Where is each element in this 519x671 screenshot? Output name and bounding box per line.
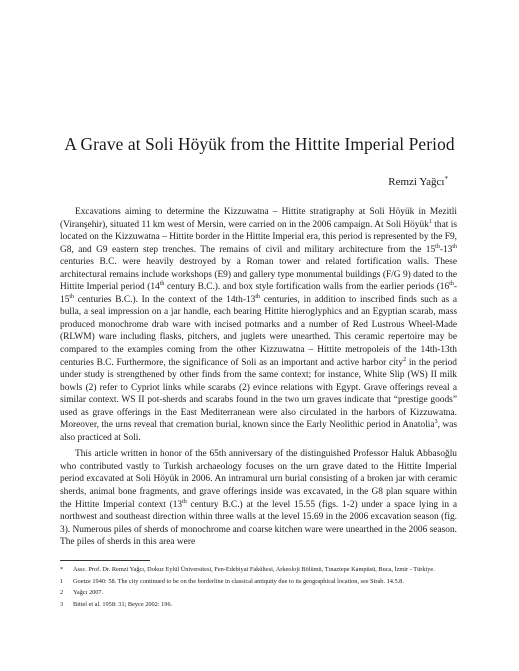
text-run: Excavations aiming to determine the Kizzuwatna – Hittite stratigraphy at Soli Höyük in Mezitli (Viranşehir), situated 11 km west of Mersin, were carried on in the 2006 campaign. At Soli Höyük — [60, 207, 457, 230]
superscript: th — [182, 498, 187, 505]
footnote — [60, 589, 457, 598]
footnote-mark: * — [60, 566, 64, 573]
footnotes — [60, 566, 457, 612]
author-name-text: Remzi Yağcı — [388, 176, 445, 188]
paper-title: A Grave at Soli Höyük from the Hittite Imperial Period — [64, 134, 455, 154]
superscript: 1 — [428, 218, 432, 225]
text-run: , was also practiced at Soli. — [60, 420, 457, 443]
superscript: 3 — [434, 419, 438, 426]
footnote-text: Yağcı 2007. — [73, 589, 104, 597]
author-name — [388, 175, 448, 189]
text-run: centuries B.C. were heavily destroyed by a Roman tower and related fortification walls. These architectural remains include workshops (E9) and gallery type monumental buildings (F/G 9) dated to the Hittite Imperial period (14 — [60, 257, 457, 293]
footnote-mark: 3 — [60, 600, 64, 608]
superscript: th — [435, 243, 440, 250]
text-run: century B.C.) at the level 15.55 (figs. 1-2) under a space lying in a northwest and southeast direction within three walls at the level 15.69 in the 2006 excavation season (fig. 3). Numerous piles of sherds of monochrome and coarse kitchen ware were unearthed in the 2006 season. The piles of sherds in this area were — [60, 499, 457, 548]
text-run: centuries B.C.). In the context of the 14th-13 — [74, 294, 256, 305]
footnote-mark: 2 — [60, 589, 64, 597]
footnote-text: Bittel et al. 1958: 31; Beyce 2002: 196. — [73, 600, 173, 608]
footnote — [60, 578, 457, 587]
footnote-text: Goetze 1940: 58. The city continued to be on the borderline in classical antiquity due to its geographical location, see Strab. 14.5.8. — [73, 577, 404, 585]
superscript: th — [452, 243, 457, 250]
body-paragraph — [60, 448, 457, 548]
footnote-text: Assc. Prof. Dr. Remzi Yağcı, Dokuz Eylül Üniversitesi, Fen-Edebiyat Fakültesi, Arkeoloji Bölümü, Tınaztepe Kampüsü, Buca, İzmir - Türkiye. — [73, 566, 435, 573]
body-text — [60, 206, 457, 553]
author-footnote-mark: * — [444, 175, 448, 183]
footnote — [60, 566, 457, 575]
superscript: th — [449, 281, 454, 288]
superscript: th — [159, 281, 165, 288]
superscript: th — [69, 293, 75, 300]
text-run: -13 — [439, 244, 453, 255]
text-run: that is located on the Kizzuwatna – Hittite border in the Hittite Imperial era, this period is represented by the F9, G8, and G9 eastern step trenches. The remains of civil and military architecture from the 15 — [60, 219, 457, 255]
superscript: th — [255, 293, 261, 300]
footnote-divider — [60, 560, 150, 561]
text-run: This article written in honor of the 65th anniversary of the distinguished Professor Haluk Abbasoğlu who contributed vastly to Turkish archaeology focuses on the urn grave dated to the Hittite Imperial period excavated at Soli Höyük in 2006. An intramural urn burial consisting of a broken jar with ceramic sherds, animal bone fragments, and grave offerings inside was excavated, in the G8 plan square within the Hittite Imperial context (13 — [60, 449, 457, 510]
superscript: 2 — [403, 356, 407, 363]
footnote-mark: 1 — [60, 577, 64, 585]
body-paragraph — [60, 206, 457, 444]
text-run: -15 — [60, 282, 457, 305]
text-run: in the period under study is strengthened by other finds from the same context; for instance, White Slip (WS) II milk bowls (2) refer to Cypriot links while scarabs (2) evince relations with Egypt. Grave offerings reveal a similar context. WS II pot-sherds and scarabs found in the two urn graves indicate that “prestige goods” used as grave offerings in the East Mediterranean were also circulated in the harbors of Kizzuwatna. Moreover, the urns reveal that cremation burial, known since the Early Neolithic period in Anatolia — [60, 357, 457, 431]
text-run: century B.C.). and box style fortification walls from the earlier periods (16 — [164, 282, 450, 293]
text-run: centuries, in addition to inscribed finds such as a bulla, a seal impression on a jar handle, each bearing Hittite hieroglyphics and an Egyptian scarab, mass produced monochrome drab ware with incised potmarks and a number of Red Lustrous Wheel-Made (RLWM) ware including flasks, pitchers, and juglets were unearthed. This ceramic repertoire may be compared to the examples coming from the other Kizzuwatna – Hittite metropoleis of the 14th-13th centuries B.C. Furthermore, the significance of Soli as an important and active harbor city — [60, 294, 458, 368]
footnote — [60, 601, 457, 610]
